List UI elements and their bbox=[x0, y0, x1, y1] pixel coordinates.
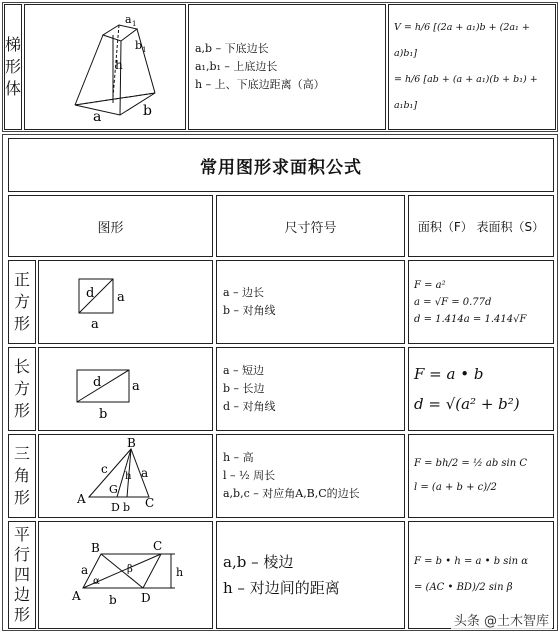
triangle-label-A: A bbox=[77, 492, 86, 506]
square-label-a-right: a bbox=[117, 290, 125, 305]
parallelogram-label-C: C bbox=[153, 539, 163, 553]
parallelogram-label-A: A bbox=[72, 589, 81, 603]
header-figure: 图形 bbox=[8, 195, 213, 257]
row-triangle-formula: F = bh/2 = ½ ab sin C l = (a + b + c)/2 bbox=[408, 434, 554, 518]
triangle-label-B: B bbox=[127, 436, 136, 450]
square-label-a-bottom: a bbox=[91, 317, 99, 332]
table-title: 常用图形求面积公式 bbox=[8, 138, 554, 192]
frustum-label-a1-sub: 1 bbox=[132, 20, 137, 28]
row-rectangle-figure-cell bbox=[38, 347, 213, 431]
square-figure bbox=[39, 261, 212, 343]
triangle-label-h: h bbox=[125, 471, 132, 482]
row-parallelogram-formula: F = b • h = a • b sin α = (AC • BD)/2 sin β bbox=[408, 521, 554, 629]
row-triangle-label: 三 角 形 bbox=[8, 434, 36, 518]
triangle-label-c: c bbox=[101, 462, 108, 476]
triangle-figure bbox=[39, 435, 212, 517]
frustum-formula-2: = h/6 [ab + (a + a₁)(b + b₁) + a₁b₁] bbox=[394, 74, 538, 111]
parallelogram-label-alpha: α bbox=[93, 576, 100, 587]
row-rectangle-label: 长 方 形 bbox=[8, 347, 36, 431]
frustum-figure bbox=[25, 5, 185, 129]
frustum-label-a1: a bbox=[125, 13, 132, 26]
triangle-label-b: b bbox=[123, 501, 131, 514]
row-parallelogram-figure-cell bbox=[38, 521, 213, 629]
parallelogram-figure bbox=[39, 522, 212, 628]
frustum-figure-cell bbox=[24, 4, 186, 130]
header-symbols: 尺寸符号 bbox=[216, 195, 405, 257]
row-triangle-figure-cell bbox=[38, 434, 213, 518]
frustum-desc-3: h – 上、下底边距离（高） bbox=[195, 78, 325, 91]
frustum-desc-2: a₁,b₁ – 上底边长 bbox=[195, 60, 278, 73]
triangle-label-C: C bbox=[145, 496, 155, 510]
rectangle-label-d: d bbox=[93, 375, 102, 390]
row-parallelogram-label: 平 行 四 边 形 bbox=[8, 521, 36, 629]
header-area: 面积（F） 表面积（S） bbox=[408, 195, 554, 257]
parallelogram-label-h: h bbox=[176, 566, 184, 579]
triangle-label-G: G bbox=[109, 483, 118, 496]
triangle-label-D: D bbox=[111, 501, 120, 514]
row-rectangle-formula: F = a • b d = √(a² + b²) bbox=[408, 347, 554, 431]
rectangle-label-a: a bbox=[132, 379, 140, 394]
frustum-formula-1: V = h/6 [(2a + a₁)b + (2a₁ + a)b₁] bbox=[394, 22, 530, 59]
rectangle-label-b: b bbox=[99, 407, 108, 422]
parallelogram-label-a: a bbox=[81, 563, 89, 577]
frustum-label-b1-sub: 1 bbox=[142, 46, 147, 54]
frustum-formula bbox=[388, 4, 556, 130]
frustum-label: 梯 形 体 bbox=[4, 4, 22, 130]
row-triangle-symbols: h – 高 l – ½ 周长 a,b,c – 对应角A,B,C的边长 bbox=[216, 434, 405, 518]
row-square-label: 正 方 形 bbox=[8, 260, 36, 344]
rectangle-figure bbox=[39, 348, 212, 430]
parallelogram-label-D: D bbox=[141, 591, 151, 605]
parallelogram-label-beta: β bbox=[127, 564, 133, 575]
row-rectangle-symbols: a – 短边 b – 长边 d – 对角线 bbox=[216, 347, 405, 431]
frustum-label-b: b bbox=[143, 103, 152, 119]
parallelogram-label-B: B bbox=[91, 541, 100, 555]
row-square-formula: F = a² a = √F = 0.77d d = 1.414a = 1.414√F bbox=[408, 260, 554, 344]
frustum-desc-1: a,b – 下底边长 bbox=[195, 42, 269, 55]
frustum-label-b1: b bbox=[135, 39, 143, 52]
frustum-label-h: h bbox=[115, 58, 123, 72]
frustum-label-a: a bbox=[93, 109, 102, 125]
row-parallelogram-symbols: a,b – 棱边 h – 对边间的距离 bbox=[216, 521, 405, 629]
row-square-figure-cell bbox=[38, 260, 213, 344]
watermark: 头条 @土木智库 bbox=[451, 610, 552, 629]
row-square-symbols: a – 边长 b – 对角线 bbox=[216, 260, 405, 344]
triangle-label-a: a bbox=[141, 466, 149, 480]
parallelogram-label-b: b bbox=[109, 593, 117, 607]
square-label-d: d bbox=[86, 286, 95, 301]
frustum-symbols bbox=[188, 4, 386, 130]
